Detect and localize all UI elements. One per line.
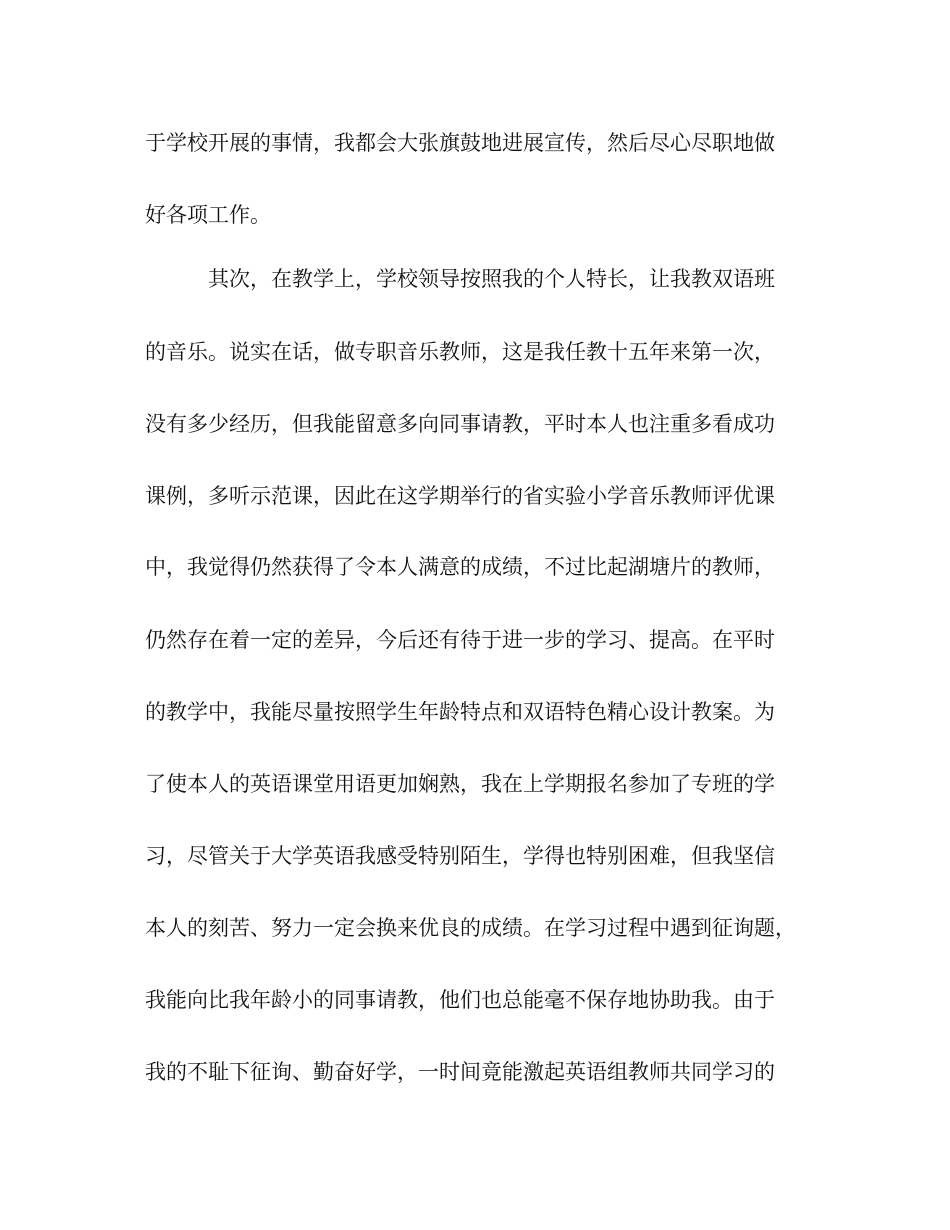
paragraph-line: 我的不耻下征询、勤奋好学，一时间竟能激起英语组教师共同学习的: [145, 1060, 775, 1084]
paragraph-line: 中，我觉得仍然获得了令本人满意的成绩，不过比起湖塘片的教师，: [145, 555, 775, 579]
paragraph-line: 的音乐。说实在话，做专职音乐教师，这是我任教十五年来第一次，: [145, 340, 775, 364]
paragraph-line: 仍然存在着一定的差异，今后还有待于进一步的学习、提高。在平时: [145, 628, 775, 652]
paragraph-line: 我能向比我年龄小的同事请教，他们也总能毫不保存地协助我。由于: [145, 988, 775, 1012]
paragraph-line: 了使本人的英语课堂用语更加娴熟，我在上学期报名参加了专班的学: [145, 772, 775, 796]
paragraph-line-indented: 其次，在教学上，学校领导按照我的个人特长，让我教双语班: [208, 267, 775, 291]
paragraph-line: 本人的刻苦、努力一定会换来优良的成绩。在学习过程中遇到征询题，: [145, 916, 796, 940]
paragraph-line: 习，尽管关于大学英语我感受特别陌生，学得也特别困难，但我坚信: [145, 844, 775, 868]
paragraph-line: 好各项工作。: [145, 203, 271, 227]
paragraph-line: 没有多少经历，但我能留意多向同事请教，平时本人也注重多看成功: [145, 412, 775, 436]
paragraph-line: 于学校开展的事情，我都会大张旗鼓地进展宣传，然后尽心尽职地做: [145, 131, 775, 155]
paragraph-line: 的教学中，我能尽量按照学生年龄特点和双语特色精心设计教案。为: [145, 700, 775, 724]
paragraph-line: 课例，多听示范课，因此在这学期举行的省实验小学音乐教师评优课: [145, 484, 775, 508]
